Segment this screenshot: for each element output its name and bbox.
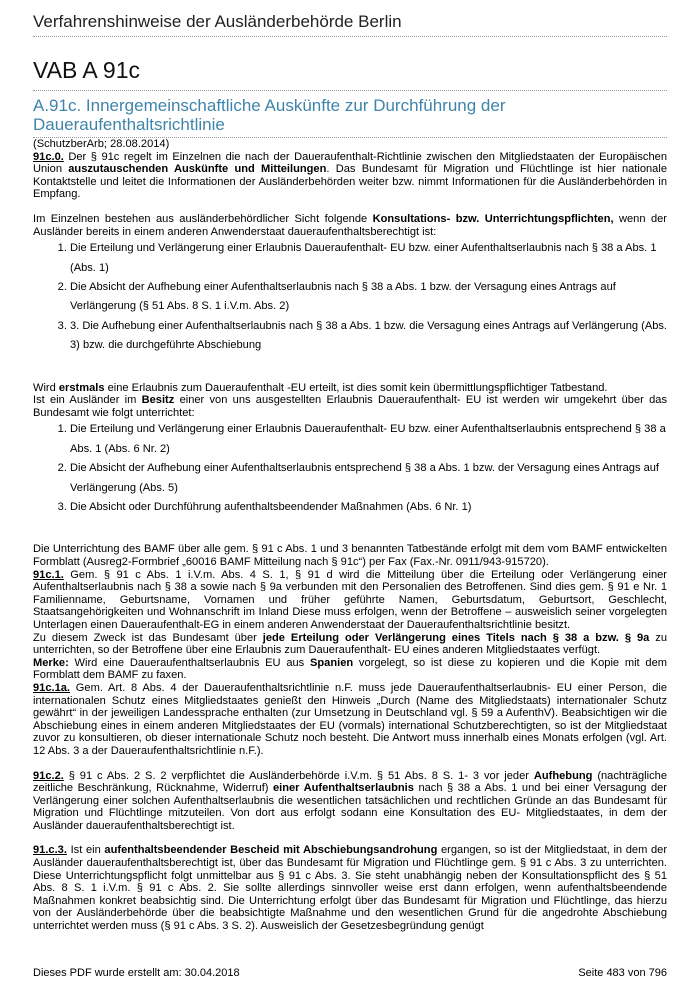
list-item: 1. Die Erteilung und Verlängerung einer Erlaubnis Daueraufenthalt- EU bzw. einer Aufenthaltserlaubnis nach § 38 a Abs. 1 (Abs. 1) [70, 239, 667, 278]
list-item: 3. Die Absicht oder Durchführung aufenthaltsbeendender Maßnahmen (Abs. 6 Nr. 1) [70, 498, 667, 517]
list-item: 2. Die Absicht der Aufhebung einer Aufenthaltserlaubnis nach § 38 a Abs. 1 bzw. der Versagung eines Antrags auf Verlängerung (§ 51 Abs. 8 S. 1 i.V.m. Abs. 2) [70, 278, 667, 317]
text: Wird eine Daueraufenthaltserlaubnis EU aus [68, 656, 310, 669]
paragraph-number: 91c.2. [33, 769, 64, 782]
bold-text: Aufhebung [533, 769, 593, 782]
paragraph-number: 91c.1a. [33, 681, 71, 694]
section-heading: A.91c. Innergemeinschaftliche Auskünfte zur Durchführung der Daueraufenthaltsrichtlinie [33, 96, 667, 138]
bold-text: Merke: [33, 656, 69, 669]
bold-text: Besitz [141, 394, 175, 407]
document-header: Verfahrenshinweise der Ausländerbehörde Berlin [33, 12, 667, 37]
section-code: VAB A 91c [33, 57, 667, 91]
paragraph-91c2 [33, 770, 667, 833]
text: Wird [33, 381, 59, 394]
document-body [33, 138, 667, 933]
text: Gem. § 91 c Abs. 1 i.V.m. Abs. 4 S. 1, § 91 d wird die Mitteilung über die Erteilung oder Verlängerung einer Aufenthaltserlaubnis nach § 38 a sowie nach § 9a verbunden mit den Personalien des Betroffenen. Sind dies gem. § 91 e Nr. 1 Familienname, Geburtsname, Vornamen und früher geführte Namen, Geburtsdatum, Geburtsort, Geschlecht, Staatsangehörigkeiten und Wohnanschrift im Inland Diese muss erfolgen, wenn der Betroffene – ausweislich seiner vorgelegten Unterlagen einen Daueraufenthalt-EG in einem anderen Anwenderstaat der Daueraufenthaltsrichtlinie besitzt. [33, 568, 667, 631]
paragraph-91c0 [33, 151, 667, 201]
text: einer von uns ausgestellten Erlaubnis Daueraufenthalt- EU ist werden wir umgekehrt über das Bundesamt wie folgt unterrichtet: [33, 394, 667, 419]
bold-text: jede Erteilung oder Verlängerung eines Titels nach § 38 a bzw. § 9a [262, 631, 650, 644]
paragraph-number: 91.c.3. [33, 844, 67, 857]
meta-line: (SchutzberArb; 28.08.2014) [33, 138, 170, 150]
bold-text: erstmals [58, 381, 105, 394]
text: nach § 38 a Abs. 1 und bei einer Versagung der Verlängerung einer solchen Aufenthaltserlaubnis die wesentlichen tatsächlichen und rechtlichen Gründe an das Bundesamt für Migration und Flüchtlinge mitzuteilen. Von dort aus erfolgt sodann eine Konsultation des EU- Mitgliedstaates, in dem der Ausländer daueraufenthaltsberechtigt ist. [33, 782, 667, 832]
footer-created: Dieses PDF wurde erstellt am: 30.04.2018 [33, 967, 240, 979]
paragraph-91c1 [33, 569, 667, 682]
paragraph-91c3 [33, 844, 667, 932]
bold-text: Konsultations- bzw. Unterrichtungspflichten, [372, 212, 614, 225]
text: zu unterrichten, so der Betroffene über eine Erlaubnis zum Daueraufenthalt- EU eines anderen Mitgliedstaates verfügt. [33, 631, 667, 657]
bold-text: einer Aufenthaltserlaubnis [272, 782, 414, 795]
text: . Das Bundesamt für Migration und Flüchtlinge ist hier nationale Kontaktstelle und leitet die Informationen der Ausländerbehörden weiter bzw. nimmt Informationen für die Ausländerbehörden in Empfang. [33, 163, 667, 201]
list-notifications [33, 420, 667, 517]
text: vorgelegt, so ist diese zu kopieren und die Kopie mit dem Formblatt dem BAMF zu faxen. [33, 656, 667, 682]
list-item: 2. Die Absicht der Aufhebung einer Aufenthaltserlaubnis entsprechend § 38 a Abs. 1 bzw. der Versagung eines Antrags auf Verlängerung (Abs. 5) [70, 459, 667, 498]
document-page [33, 0, 667, 933]
text: (nachträgliche zeitliche Beschränkung, Rücknahme, Widerruf) [33, 769, 668, 795]
bold-text: Spanien [309, 656, 354, 669]
paragraph-obligations [33, 213, 667, 238]
paragraph-number: 91c.0. [33, 150, 64, 163]
text: Zu diesem Zweck ist das Bundesamt über [33, 631, 263, 644]
text: Ist ein Ausländer im [33, 394, 142, 407]
footer-page-number: Seite 483 von 796 [578, 967, 667, 979]
list-item: 1. Die Erteilung und Verlängerung einer Erlaubnis Daueraufenthalt- EU bzw. einer Aufenthaltserlaubnis entsprechend § 38 a Abs. 1 (Abs. 6 Nr. 2) [70, 420, 667, 459]
text: § 91 c Abs. 2 S. 2 verpflichtet die Ausländerbehörde i.V.m. § 51 Abs. 8 S. 1- 3 vor jeder [63, 769, 534, 782]
bold-text: aufenthaltsbeendender Bescheid mit Abschiebungsandrohung [104, 844, 438, 857]
paragraph-first-grant [33, 382, 667, 420]
text: Im Einzelnen bestehen aus ausländerbehördlicher Sicht folgende [33, 212, 373, 225]
text: Ist ein [66, 844, 105, 857]
text: wenn der Ausländer bereits in einem anderen Anwenderstaat daueraufenthaltsberechtigt ist: [33, 212, 667, 238]
text: Der § 91c regelt im Einzelnen die nach der Daueraufenthalt-Richtlinie zwischen den Mitgliedstaaten der Europäischen Union [33, 150, 667, 176]
paragraph-bamf-form: Die Unterrichtung des BAMF über alle gem. § 91 c Abs. 1 und 3 benannten Tatbestände erfolgt mit dem vom BAMF entwickelten Formblatt (Ausreg2-Formbrief „60016 BAMF Mitteilung nach § 91c“) per Fax (Fax.-Nr. 0911/943-915720). [33, 543, 667, 568]
paragraph-91c1a [33, 682, 667, 758]
text: eine Erlaubnis zum Daueraufenthalt -EU erteilt, ist dies somit kein übermittlungspflichtiger Tatbestand. [104, 381, 608, 394]
list-obligations [33, 239, 667, 355]
list-item: 3. 3. Die Aufhebung einer Aufenthaltserlaubnis nach § 38 a Abs. 1 bzw. die Versagung eines Antrags auf Verlängerung (Abs. 3) bzw. die durchgeführte Abschiebung [70, 317, 667, 356]
paragraph-number: 91c.1. [33, 568, 64, 581]
text: ergangen, so ist der Mitgliedstaat, in dem der Ausländer daueraufenthaltsberechtigt ist, über das Bundesamt für Migration und Flüchtlinge gem. § 91 c Abs. 3 zu unterrichten. Diese Unterrichtungspflicht folgt unmittelbar aus § 91 c Abs. 3. Sie steht unabhängig neben der Konsultationspflicht des § 51 Abs. 8 S. 1 i.V.m. § 91 c Abs. 2. Sie sollte allerdings sinnvoller weise erst dann erfolgen, wenn aufenthaltsbeendende Maßnahmen konkret beabsichtig sind. Die Unterrichtung erfolgt über das Bundesamt für Migration und Flüchtlinge, das hierzu von der Ausländerbehörde über die beabsichtigte Maßnahme und den wesentlichen Grund für die angedrohte Abschiebung unterrichtet werden muss (§ 91 c Abs. 3 S. 2). Ausweislich der Gesetzesbegründung genügt [33, 844, 668, 933]
text: Gem. Art. 8 Abs. 4 der Daueraufenthaltsrichtlinie n.F. muss jede Daueraufenthaltserlaubnis- EU einer Person, die internationalen Schutz eines Mitgliedstaates genießt den Hinweis „Durch (Name des Mitgliedstaats) internationaler Schutz gewährt“ in der jeweiligen Landessprache enthalten (zur Umsetzung in Deutschland vgl. § 59 a AufenthV). Beabsichtigen wir die Abschiebung eines in einem anderen Mitgliedstaates der EU (vormals) international Schutzberechtigten, so ist der Mitgliedstaat zuvor zu konsultieren, ob dieser internationale Schutz noch besteht. Die Antwort muss innerhalb eines Monats erfolgen (vgl. Art. 12 Abs. 3 a der Daueraufenthaltsrichtlinie n.F.). [33, 681, 667, 757]
bold-text: auszutauschenden Auskünfte und Mitteilungen [68, 163, 327, 176]
